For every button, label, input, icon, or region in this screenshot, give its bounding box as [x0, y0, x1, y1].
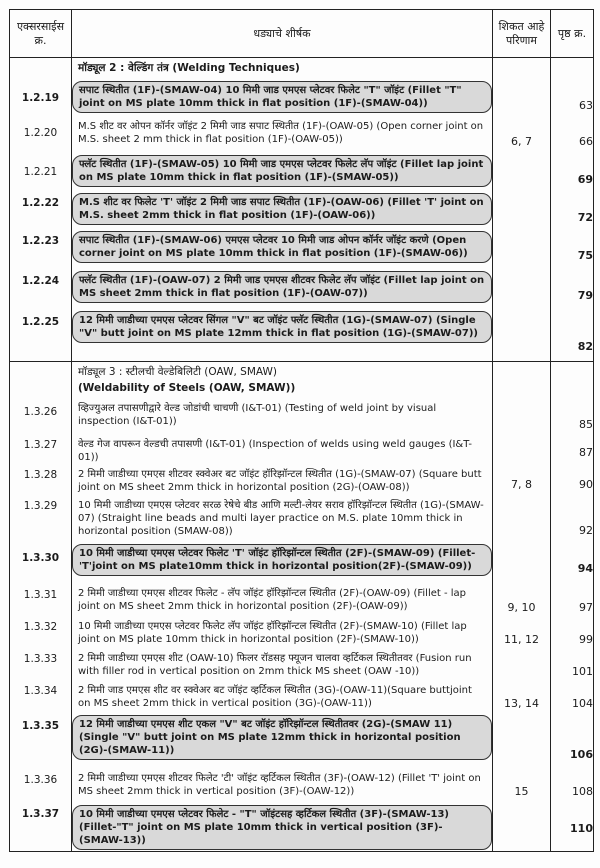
- exercise-title[interactable]: सपाट स्थितीत (1F)-(SMAW-04) 10 मिमी जाड एमएस प्लेटवर फिलेट "T" जॉइंट (Fillet "T" joint on MS plate 10mm thick in flat position (1F)-(SMAW-04)): [72, 81, 492, 113]
- table-row: [10, 585, 594, 618]
- exercise-number: 1.2.23: [10, 230, 72, 270]
- exercise-number: 1.2.20: [10, 118, 72, 154]
- table-row: [10, 497, 594, 543]
- exercise-title[interactable]: 2 मिमी जाडीच्या एमएस शीटवर स्क्वेअर बट जॉइंट हॉरिझॉन्टल स्थितीत (1G)-(SMAW-07) (Square butt joint on MS sheet 2mm thick in horizontal position (2G)-(OAW-08)): [78, 468, 482, 493]
- exercise-title[interactable]: फ्लॅट स्थितीत (1F)-(SMAW-05) 10 मिमी जाड एमएस प्लेटवर फिलेट लॅप जॉइंट (Fillet lap joint on MS plate 10mm thick in flat position (1F)-(SMAW-05)): [72, 155, 492, 187]
- exercise-number: 1.3.31: [10, 585, 72, 618]
- table-row: [10, 310, 594, 362]
- exercise-number: 1.3.34: [10, 682, 72, 714]
- exercise-number: 1.3.30: [10, 543, 72, 585]
- page-number: 104: [551, 682, 594, 714]
- page-number: 82: [551, 310, 594, 362]
- module-3-title: मॉड्यूल 3 : स्टीलची वेल्डेबिलिटी (OAW, SMAW): [78, 366, 277, 378]
- module-heading-row: [10, 58, 594, 80]
- table-row: [10, 192, 594, 230]
- exercise-number: 1.3.29: [10, 497, 72, 543]
- page-number: 66: [551, 118, 594, 154]
- table-row: [10, 682, 594, 714]
- table-row: [10, 466, 594, 497]
- page-number: 87: [551, 436, 594, 466]
- exercise-title[interactable]: फ्लॅट स्थितीत (1F)-(OAW-07) 2 मिमी जाड एमएस शीटवर फिलेट लॅप जॉइंट (Fillet lap joint on MS sheet 2mm thick in flat position (1F)-(OAW-07)): [72, 271, 492, 303]
- table-row: [10, 714, 594, 770]
- exercise-number: 1.3.36: [10, 770, 72, 804]
- table-row: [10, 230, 594, 270]
- exercise-title[interactable]: 10 मिमी जाडीच्या एमएस प्लेटवर फिलेट 'T' जॉइंट हॉरिझॉन्टल स्थितीत (2F)-(SMAW-09) (Fillet-'T'joint on MS plate10mm thick in horizontal position(2F)-(SMAW-09)): [72, 544, 492, 576]
- exercise-title[interactable]: M.S शीट वर फिलेट 'T' जॉइंट 2 मिमी जाड सपाट स्थितीत (1F)-(OAW-06) (Fillet 'T' joint on M.S. sheet 2mm thick in flat position (1F)-(OAW-06)): [72, 193, 492, 225]
- module-3-subtitle: (Weldability of Steels (OAW, SMAW)): [78, 382, 296, 394]
- exercise-title[interactable]: 2 मिमी जाडीच्या एमएस शीटवर फिलेट - लॅप जॉइंट हॉरिझॉन्टल स्थितीत (2F)-(OAW-09) (Fillet - lap joint on MS sheet 2mm thick in horizontal position (2F)-(OAW-09)): [78, 587, 467, 612]
- table-row: [10, 270, 594, 310]
- exercise-number: 1.3.33: [10, 650, 72, 682]
- page-number: 110: [551, 804, 594, 852]
- table-row: [10, 650, 594, 682]
- page-number: 97: [551, 585, 594, 618]
- learning-outcome: 6, 7: [493, 118, 551, 154]
- exercise-number: 1.3.37: [10, 804, 72, 852]
- page-number: 69: [551, 154, 594, 192]
- exercise-title[interactable]: 2 मिमी जाड एमएस शीट वर स्क्वेअर बट जॉइंट व्हर्टिकल स्थितीत (3G)-(OAW-11)(Square buttjoint on MS sheet 2mm thick in vertical position (3G)-(OAW-11)): [78, 684, 472, 709]
- header-page-no: पृष्ठ क्र.: [551, 10, 594, 58]
- table-row: [10, 770, 594, 804]
- learning-outcome: 11, 12: [493, 618, 551, 650]
- exercise-title[interactable]: 2 मिमी जाडीच्या एमएस शीटवर फिलेट 'टी' जॉइंट व्हर्टिकल स्थितीत (3F)-(OAW-12) (Fillet 'T' joint on MS sheet 2mm thick in vertical position (3F)-(OAW-12)): [78, 772, 481, 797]
- learning-outcome: 15: [493, 770, 551, 804]
- table-row: [10, 436, 594, 466]
- exercise-number: 1.2.22: [10, 192, 72, 230]
- page-number: 99: [551, 618, 594, 650]
- page-number: 90: [551, 466, 594, 497]
- learning-outcome: 13, 14: [493, 682, 551, 714]
- page-number: 92: [551, 497, 594, 543]
- header-learning-outcome: शिकत आहे परिणाम: [493, 10, 551, 58]
- toc-table: [9, 9, 594, 852]
- header-title: धड्याचे शीर्षक: [72, 10, 493, 58]
- page-number: 72: [551, 192, 594, 230]
- exercise-number: 1.3.35: [10, 714, 72, 770]
- exercise-number: 1.3.28: [10, 466, 72, 497]
- page-number: 106: [551, 714, 594, 770]
- table-row: [10, 154, 594, 192]
- module-2-title: मॉड्यूल 2 : वेल्डिंग तंत्र (Welding Techniques): [78, 62, 300, 74]
- page-number: 63: [551, 80, 594, 118]
- exercise-title[interactable]: 10 मिमी जाडीच्या एमएस प्लेटवर फिलेट लॅप जॉइंट हॉरिझॉन्टल स्थितीत (2F)-(SMAW-10) (Fillet lap joint on MS plate 10mm thick in horizontal position (2F)-(SMAW-10)): [78, 620, 467, 645]
- exercise-title[interactable]: व्हिज्युअल तपासणीद्वारे वेल्ड जोडांची चाचणी (I&T-01) (Testing of weld joint by visual inspection (I&T-01)): [78, 402, 437, 427]
- table-row: [10, 80, 594, 118]
- table-header-row: [10, 10, 594, 58]
- module-heading-row: [10, 362, 594, 400]
- header-exercise-no: एक्सरसाईस क्र.: [10, 10, 72, 58]
- learning-outcome: 7, 8: [493, 466, 551, 497]
- exercise-number: 1.3.32: [10, 618, 72, 650]
- exercise-title[interactable]: 12 मिमी जाडीच्या एमएस प्लेटवर सिंगल "V" बट जॉइंट फ्लॅट स्थितीत (1G)-(SMAW-07) (Single "V" butt joint on MS plate 12mm thick in flat position (1G)-(SMAW-07)): [72, 311, 492, 343]
- exercise-number: 1.3.26: [10, 400, 72, 436]
- page-number: 101: [551, 650, 594, 682]
- exercise-title[interactable]: M.S शीट वर ओपन कॉर्नर जॉइंट 2 मिमी जाड सपाट स्थितीत (1F)-(OAW-05) (Open corner joint on M.S. sheet 2 mm thick in flat position (1F)-(OAW-05)): [78, 120, 484, 145]
- exercise-title[interactable]: 10 मिमी जाडीच्या एमएस प्लेटवर सरळ रेषेचे बीड आणि मल्टी-लेयर सराव हॉरिझॉन्टल स्थितीत (1G)-(SMAW-07) (Straight line beads and multi layer practice on M.S. plate 10mm thick in horizontal position (SMAW-08)): [78, 499, 484, 537]
- page-number: 79: [551, 270, 594, 310]
- table-row: [10, 400, 594, 436]
- table-row: [10, 618, 594, 650]
- exercise-title[interactable]: सपाट स्थितीत (1F)-(SMAW-06) एमएस प्लेटवर 10 मिमी जाड ओपन कॉर्नर जॉइंट करणे (Open corner joint on MS plate 10mm thick in flat position (1F)-(SMAW-06)): [72, 231, 492, 263]
- exercise-title[interactable]: वेल्ड गेज वापरून वेल्डची तपासणी (I&T-01) (Inspection of welds using weld gauges (I&T-01)): [78, 438, 473, 463]
- learning-outcome: 9, 10: [493, 585, 551, 618]
- table-row: [10, 118, 594, 154]
- exercise-number: 1.2.19: [10, 80, 72, 118]
- table-row: [10, 804, 594, 852]
- exercise-number: 1.2.25: [10, 310, 72, 362]
- exercise-title[interactable]: 10 मिमी जाडीच्या एमएस प्लेटवर फिलेट - "T" जॉइंटसह व्हर्टिकल स्थितीत (3F)-(SMAW-13) (Fillet-"T" joint on MS plate 10mm thick in vertical position (3F)-(SMAW-13)): [72, 805, 492, 850]
- exercise-title[interactable]: 2 मिमी जाडीच्या एमएस शीट (OAW-10) फिलर रॉडसह फ्यूजन चालवा व्हर्टिकल स्थितीतवर (Fusion run with filler rod in vertical position on 2mm thick MS sheet (OAW -10)): [78, 652, 472, 677]
- exercise-number: 1.2.21: [10, 154, 72, 192]
- page-number: 108: [551, 770, 594, 804]
- exercise-number: 1.3.27: [10, 436, 72, 466]
- page-number: 94: [551, 543, 594, 585]
- page-number: 75: [551, 230, 594, 270]
- exercise-number: 1.2.24: [10, 270, 72, 310]
- page-number: 85: [551, 400, 594, 436]
- exercise-title[interactable]: 12 मिमी जाडीच्या एमएस शीट एकल "V" बट जॉइंट हॉरिझॉन्टल स्थितीतवर (2G)-(SMAW 11) (Single "V" butt joint on MS plate 12mm thick in horizontal position (2G)-(SMAW-11)): [72, 715, 492, 760]
- table-row: [10, 543, 594, 585]
